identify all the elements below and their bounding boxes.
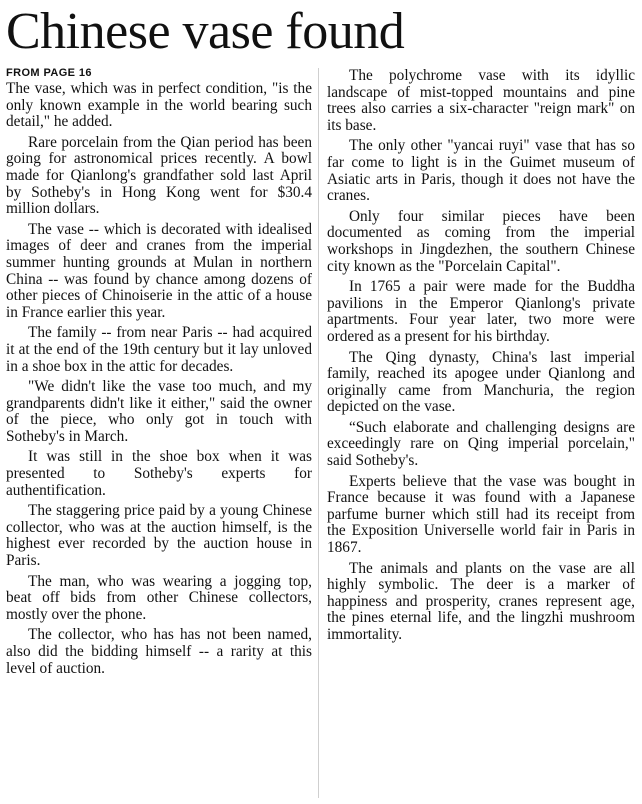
paragraph: “Such elaborate and challenging designs are exceedingly rare on Qing imperial porcelain," said Sotheby's. — [327, 418, 635, 470]
paragraph: "We didn't like the vase too much, and my grandparents didn't like it either," said the owner of the piece, who only got in touch with Sotheby's in March. — [6, 378, 312, 445]
paragraph: The family -- from near Paris -- had acquired it at the end of the 19th century but it lay unloved in a shoe box in the attic for decades. — [6, 324, 312, 375]
paragraph: In 1765 a pair were made for the Buddha pavilions in the Emperor Qianlong's private apartments. Four year later, two more were ordered as a present for his birthday. — [327, 278, 635, 345]
paragraph: Experts believe that the vase was bought in France because it was found with a Japanese parfume burner which still had its receipt from the Exposition Universelle world fair in Paris in 1867. — [327, 472, 635, 557]
paragraph: Only four similar pieces have been documented as coming from the imperial workshops in Jingdezhen, the southern Chinese city known as the "Porcelain Capital". — [327, 207, 635, 275]
paragraph: The Qing dynasty, China's last imperial family, reached its apogee under Qianlong and originally came from Manchuria, the region depicted on the vase. — [327, 348, 635, 416]
paragraph: The man, who was wearing a jogging top, beat off bids from other Chinese collectors, mostly over the phone. — [6, 572, 312, 623]
left-column — [6, 66, 312, 681]
paragraph: The staggering price paid by a young Chinese collector, who was at the auction himself, is the highest ever recorded by the auction house in Paris. — [6, 502, 312, 570]
paragraph: The collector, who has has not been named, also did the bidding himself -- a rarity at this level of auction. — [6, 626, 312, 677]
continuation-kicker: FROM PAGE 16 — [6, 67, 92, 79]
paragraph: The only other "yancai ruyi" vase that has so far come to light is in the Guimet museum of Asiatic arts in Paris, though it does not have the cranes. — [327, 137, 635, 205]
paragraph: The polychrome vase with its idyllic landscape of mist-topped mountains and pine trees also carries a six-character "reign mark" on its base. — [327, 67, 635, 134]
column-divider — [318, 68, 319, 798]
paragraph: The vase, which was in perfect condition, "is the only known example in the world bearing such detail," he added. — [6, 80, 312, 131]
headline: Chinese vase found — [6, 3, 405, 60]
paragraph: The vase -- which is decorated with idealised images of deer and cranes from the imperial summer hunting grounds at Mulan in northern China -- was found by chance among dozens of other pieces of Chinoiserie in the attic of a house in France earlier this year. — [6, 220, 312, 321]
paragraph: The animals and plants on the vase are all highly symbolic. The deer is a marker of happiness and prosperity, cranes represent age, the pines eternal life, and the lingzhi mushroom immortality. — [327, 559, 635, 643]
paragraph: Rare porcelain from the Qian period has been going for astronomical prices recently. A bowl made for Qianlong's grandfather sold last April by Sotheby's in Hong Kong went for $30.4 million dollars. — [6, 133, 312, 218]
paragraph: It was still in the shoe box when it was presented to Sotheby's experts for authentification. — [6, 448, 312, 499]
right-column — [327, 68, 635, 648]
